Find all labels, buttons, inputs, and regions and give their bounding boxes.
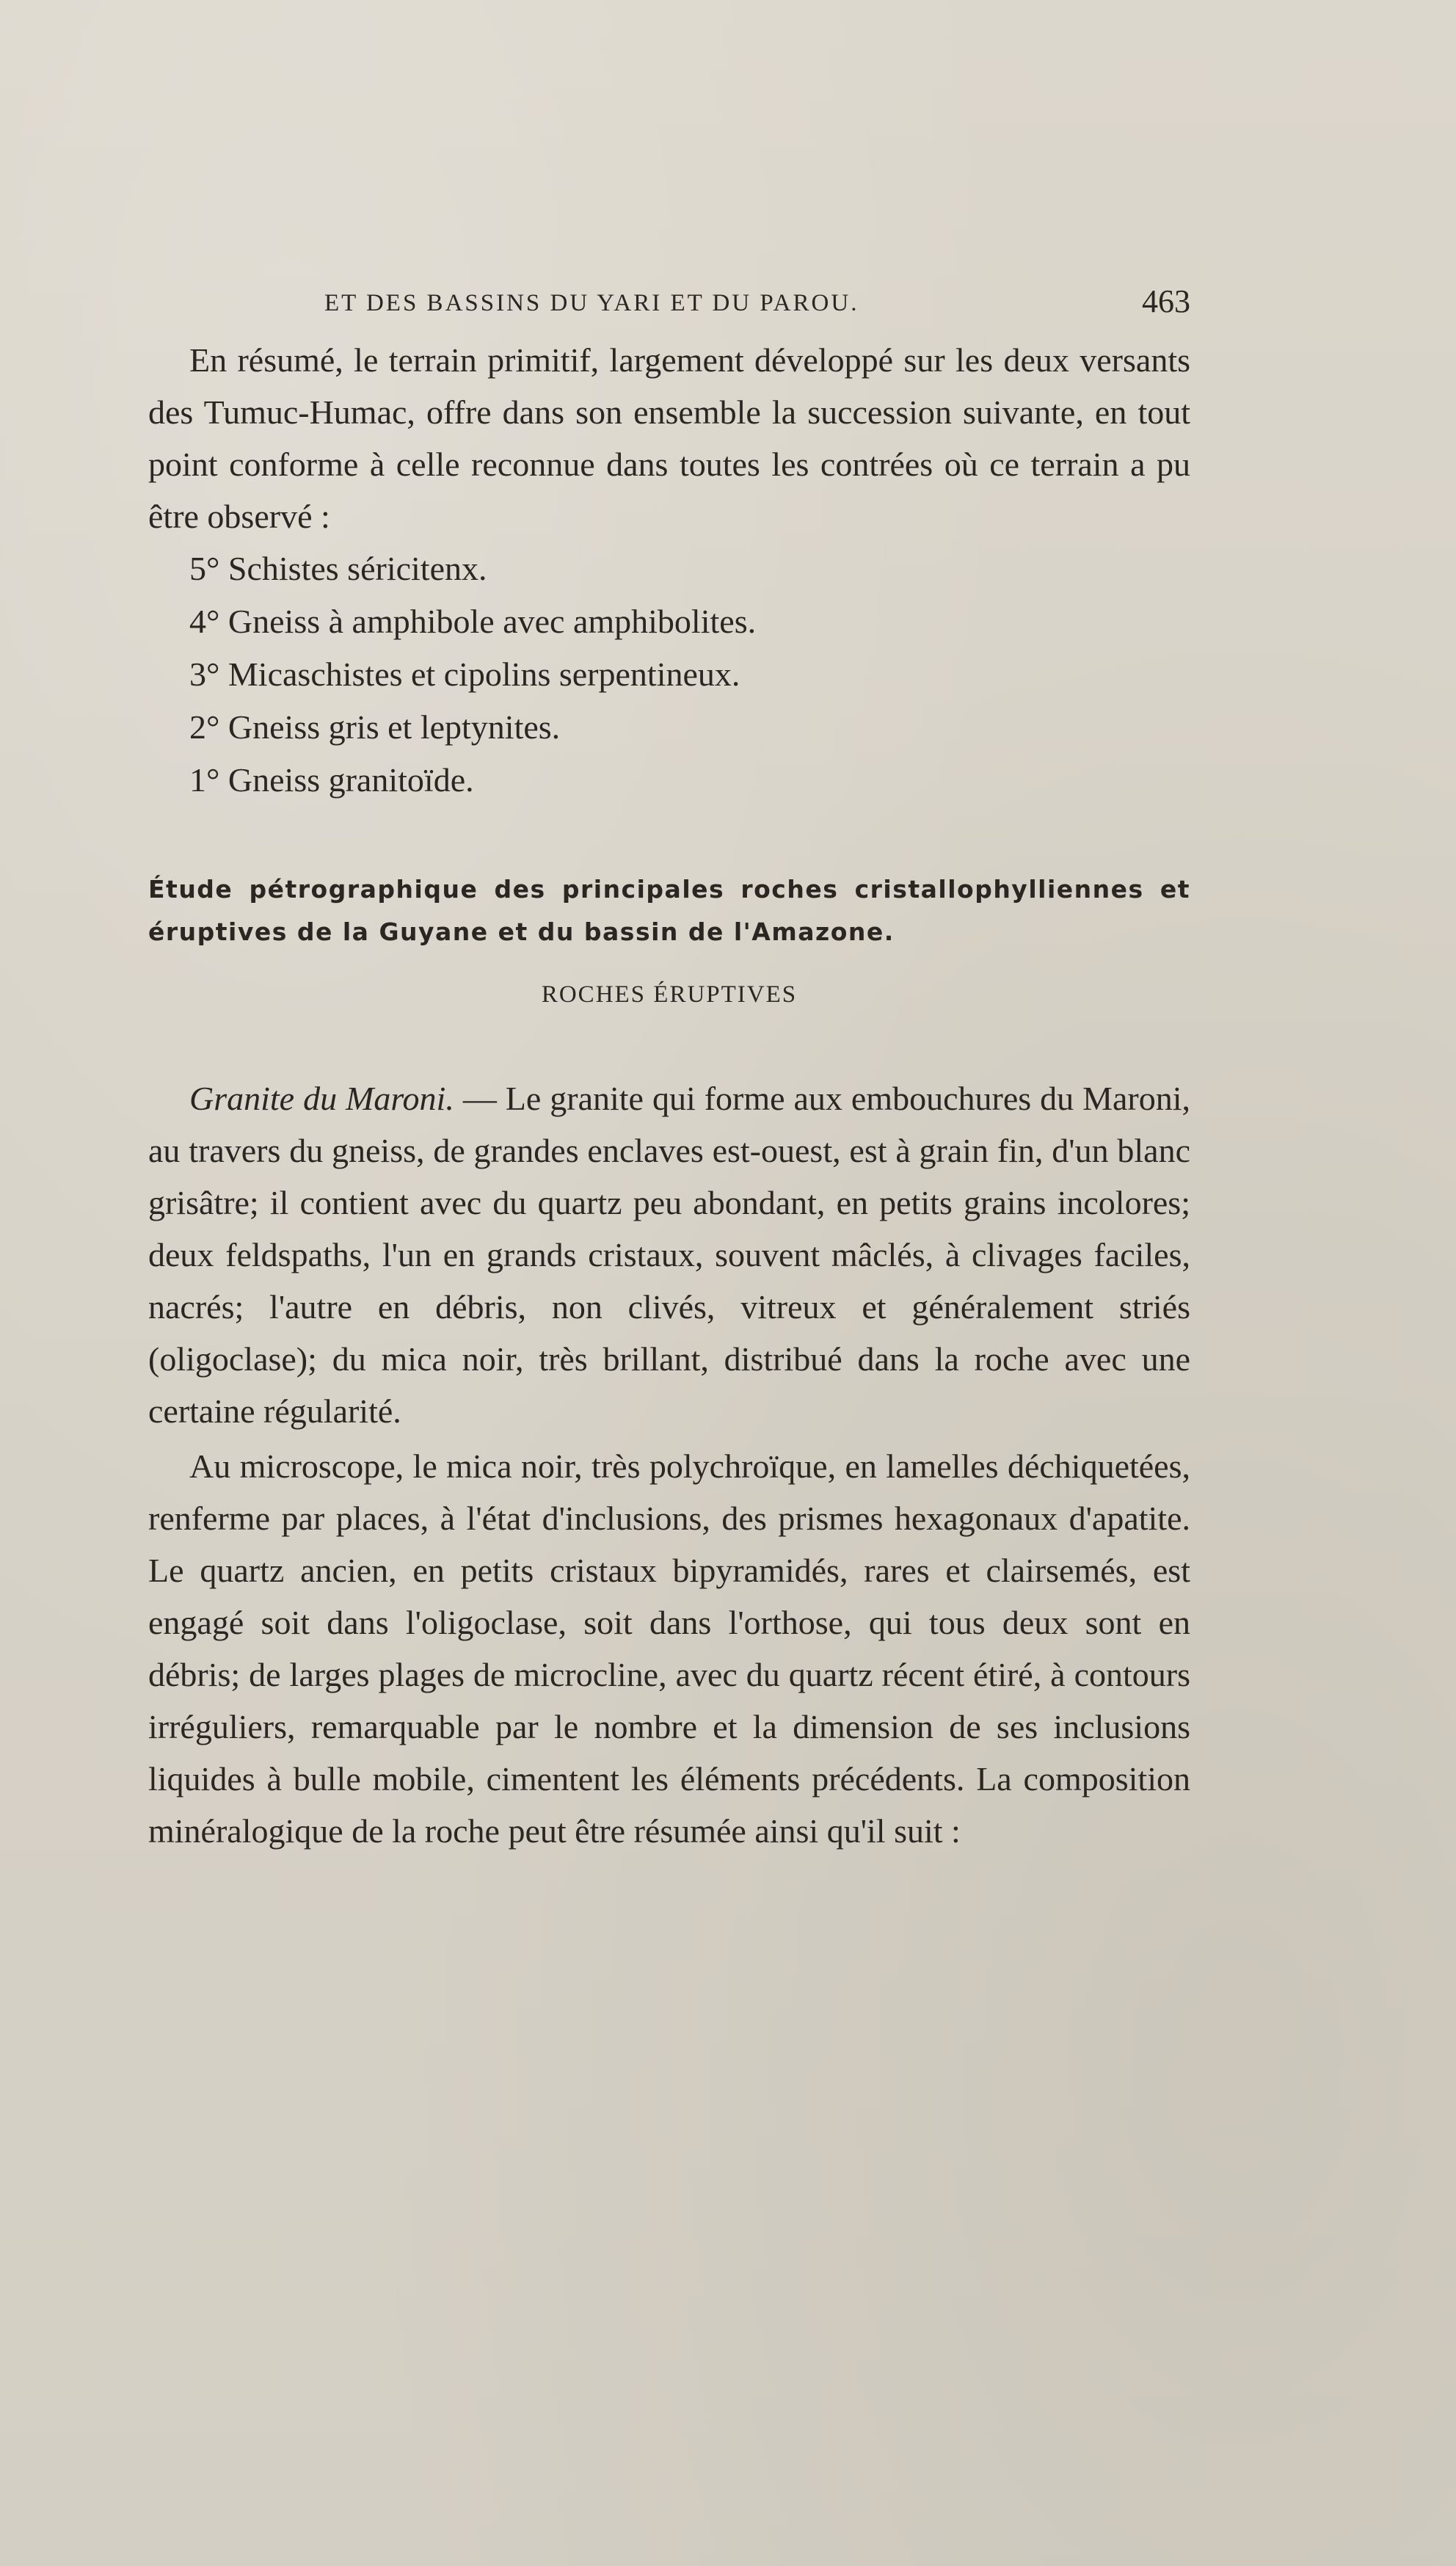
paragraph-microscope	[148, 1440, 1190, 1857]
list-item: 2° Gneiss gris et leptynites.	[189, 708, 561, 746]
sub-heading: ROCHES ÉRUPTIVES	[541, 981, 798, 1008]
list-item: 1° Gneiss granitoïde.	[189, 761, 474, 799]
text-block	[148, 283, 1190, 1857]
paragraph-text: Au microscope, le mica noir, très polychroïque, en lamelles déchiquetées, renferme par places, à l'état d'inclusions, des prismes hexagonaux d'apatite. Le quartz ancien, en petits cristaux bipyramidés, rares et clairsemés, est engagé soit dans l'oligoclase, soit dans l'orthose, qui tous deux sont en débris; de larges plages de microcline, avec du quartz récent étiré, à contours irréguliers, remarquable par le nombre et la dimension de ses inclusions liquides à bulle mobile, cimentent les éléments précédents. La composition minéralogique de la roche peut être résumée ainsi qu'il suit :	[148, 1447, 1190, 1850]
page-number: 463	[1142, 283, 1190, 319]
running-head-title: ET DES BASSINS DU YARI ET DU PAROU.	[324, 290, 859, 316]
list-item: 4° Gneiss à amphibole avec amphibolites.	[189, 603, 757, 640]
paragraph-lead: Granite du Maroni.	[189, 1080, 454, 1117]
paragraph-granite-maroni	[148, 1072, 1190, 1437]
list-item: 5° Schistes séricitenx.	[189, 550, 487, 587]
list-item: 3° Micaschistes et cipolins serpentineux.	[189, 655, 740, 693]
paragraph-text: — Le granite qui forme aux embouchures du Maroni, au travers du gneiss, de grandes enclaves est-ouest, est à grain fin, d'un blanc grisâtre; il contient avec du quartz peu abondant, en petits grains incolores; deux feldspaths, l'un en grands cristaux, souvent mâclés, à clivages faciles, nacrés; l'autre en débris, non clivés, vitreux et généralement striés (oligoclase); du mica noir, très brillant, distribué dans la roche avec une certaine régularité.	[148, 1080, 1190, 1430]
running-head	[148, 283, 1190, 334]
body-paragraphs	[148, 1072, 1190, 1857]
section-heading: Étude pétrographique des principales roches cristallophylliennes et éruptives de la Guyane et du bassin de l'Amazone.	[148, 875, 1190, 946]
summary-paragraph: En résumé, le terrain primitif, largement développé sur les deux versants des Tumuc-Humac, offre dans son ensemble la succession suivante, en tout point conforme à celle reconnue dans toutes les contrées où ce terrain a pu être observé :	[148, 341, 1190, 535]
rock-succession-list	[148, 542, 1190, 807]
